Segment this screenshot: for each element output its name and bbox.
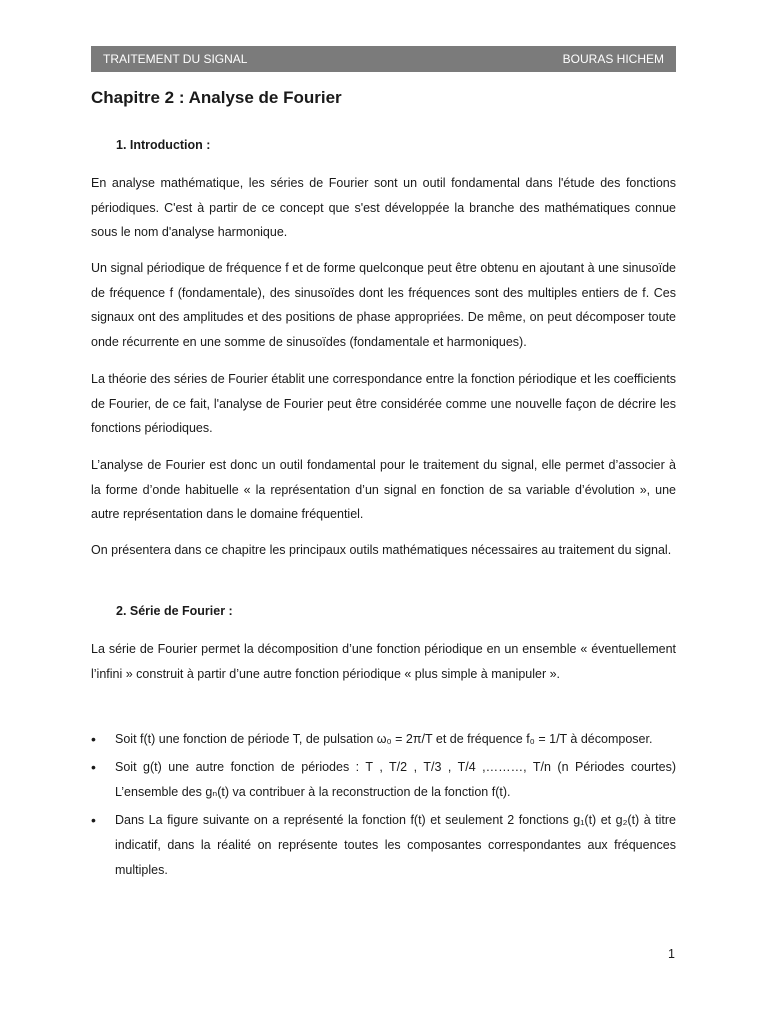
paragraph: La théorie des séries de Fourier établit une correspondance entre la fonction périodique et les coefficients de Fourier, de ce fait, l'analyse de Fourier peut être considérée comme une nouvelle façon de décrire les fonctions périodiques. bbox=[91, 372, 676, 436]
header-title: TRAITEMENT DU SIGNAL bbox=[103, 52, 248, 66]
section-heading-fourier-series: 2. Série de Fourier : bbox=[116, 604, 233, 618]
list-item: • Soit f(t) une fonction de période T, de pulsation ω₀ = 2π/T et de fréquence f₀ = 1/T à décomposer. bbox=[91, 727, 676, 752]
list-item: • Soit g(t) une autre fonction de périodes : T , T/2 , T/3 , T/4 ,………, T/n (n Périodes courtes) L’ensemble des gₙ(t) va contribuer à la reconstruction de la fonction f(t). bbox=[91, 755, 676, 805]
paragraph: L’analyse de Fourier est donc un outil fondamental pour le traitement du signal, elle permet d’associer à la forme d’onde habituelle « la représentation d’un signal en fonction de sa variable d’évolution », une autre représentation dans le domaine fréquentiel. bbox=[91, 458, 676, 522]
paragraph: Un signal périodique de fréquence f et de forme quelconque peut être obtenu en ajoutant à une sinusoïde de fréquence f (fondamentale), des sinusoïdes dont les fréquences sont des multiples entiers de f. Ces signaux ont des amplitudes et des positions de phase appropriées. De même, on peut décomposer toute onde récurrente en une somme de sinusoïdes (fondamentale et harmoniques). bbox=[91, 261, 676, 350]
paragraph: La série de Fourier permet la décomposition d’une fonction périodique en un ensemble « éventuellement l’infini » construit à partir d’une autre fonction périodique « plus simple à manipuler ». bbox=[91, 642, 676, 681]
chapter-title: Chapitre 2 : Analyse de Fourier bbox=[91, 88, 342, 107]
bullet-list bbox=[91, 727, 676, 886]
section-heading-introduction: 1. Introduction : bbox=[116, 138, 211, 152]
page-number: 1 bbox=[668, 947, 675, 961]
paragraph: En analyse mathématique, les séries de Fourier sont un outil fondamental dans l'étude des fonctions périodiques. C'est à partir de ce concept que s'est développée la branche des mathématiques connue sous le nom d'analyse harmonique. bbox=[91, 176, 676, 240]
list-item: • Dans La figure suivante on a représenté la fonction f(t) et seulement 2 fonctions g₁(t) et g₂(t) à titre indicatif, dans la réalité on représente toutes les composantes correspondantes aux fréquences multiples. bbox=[91, 808, 676, 883]
header-author: BOURAS HICHEM bbox=[562, 52, 664, 66]
page-header bbox=[91, 46, 676, 72]
paragraph: On présentera dans ce chapitre les principaux outils mathématiques nécessaires au traitement du signal. bbox=[91, 543, 672, 557]
